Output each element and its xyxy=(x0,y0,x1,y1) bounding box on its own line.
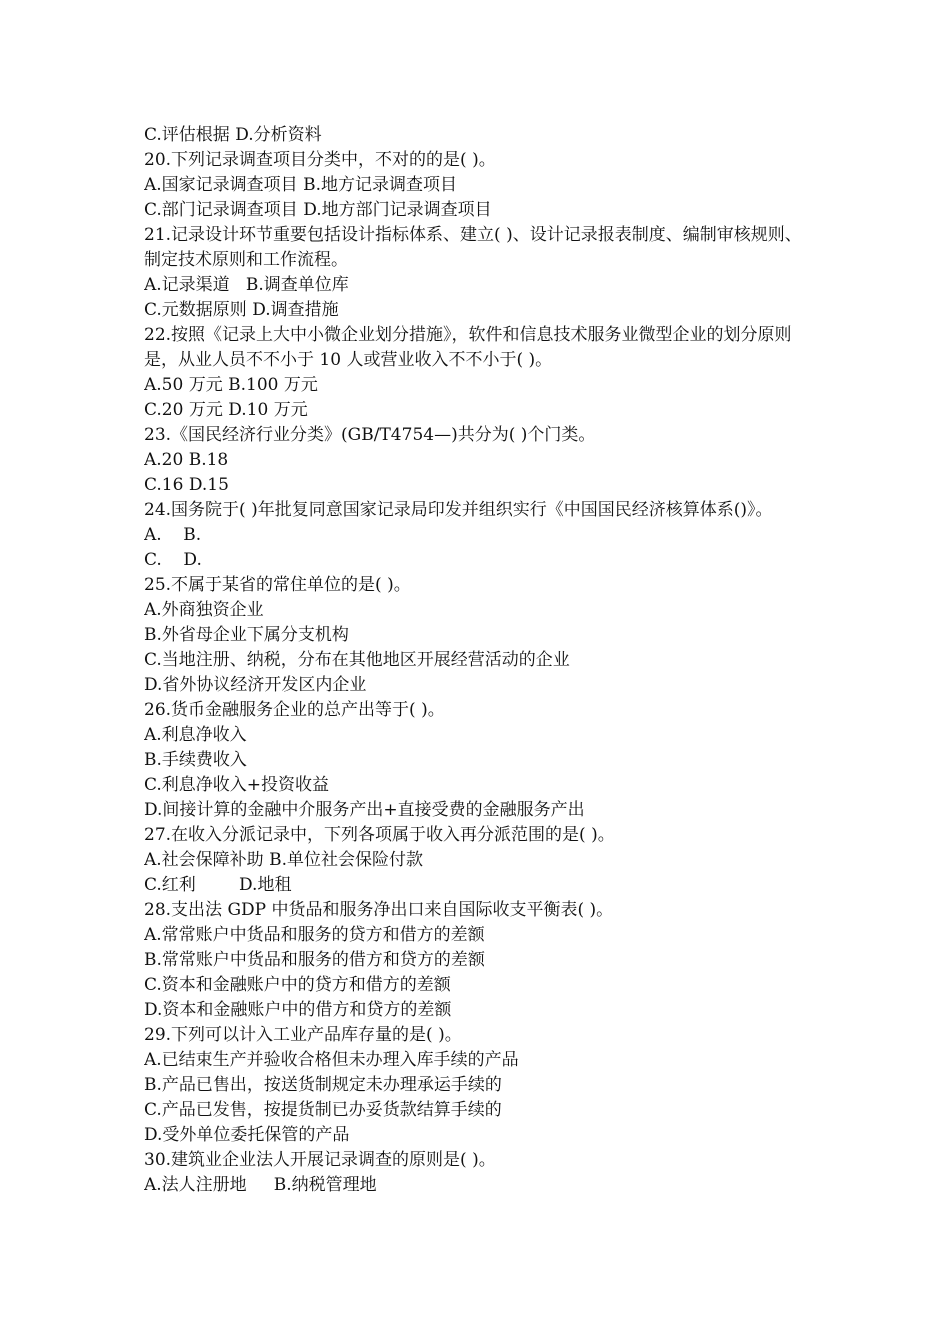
option-line: B.常常账户中货品和服务的借方和贷方的差额 xyxy=(144,950,485,970)
question-24: 24.国务院于( )年批复同意国家记录局印发并组织实行《中国国民经济核算体系()》。 xyxy=(144,500,773,520)
option-line: C.元数据原则 D.调查措施 xyxy=(144,300,339,320)
question-25: 25.不属于某省的常住单位的是( )。 xyxy=(144,575,411,595)
option-line: A.利息净收入 xyxy=(144,725,247,745)
option-line: D.资本和金融账户中的借方和贷方的差额 xyxy=(144,1000,452,1020)
question-27: 27.在收入分派记录中，下列各项属于收入再分派范围的是( )。 xyxy=(144,825,615,845)
option-line: C.产品已发售，按提货制已办妥货款结算手续的 xyxy=(144,1100,502,1120)
option-line: C.16 D.15 xyxy=(144,475,229,495)
option-line: A. B. xyxy=(144,525,202,545)
option-line: B.产品已售出，按送货制规定未办理承运手续的 xyxy=(144,1075,502,1095)
option-line: D.受外单位委托保管的产品 xyxy=(144,1125,350,1145)
question-23: 23.《国民经济行业分类》(GB/T4754—)共分为( )个门类。 xyxy=(144,425,596,445)
question-26: 26.货币金融服务企业的总产出等于( )。 xyxy=(144,700,445,720)
option-line: C.当地注册、纳税，分布在其他地区开展经营活动的企业 xyxy=(144,650,570,670)
question-22: 22.按照《记录上大中小微企业划分措施》，软件和信息技术服务业微型企业的划分原则是，从业人员不不小于 10 人或营业收入不不小于( )。 xyxy=(144,325,792,370)
option-line: A.20 B.18 xyxy=(144,450,229,470)
option-line: C.部门记录调查项目 D.地方部门记录调查项目 xyxy=(144,200,492,220)
option-line: A.50 万元 B.100 万元 xyxy=(144,375,318,395)
option-line: C.利息净收入+投资收益 xyxy=(144,775,330,795)
option-line: B.外省母企业下属分支机构 xyxy=(144,625,349,645)
option-line: A.国家记录调查项目 B.地方记录调查项目 xyxy=(144,175,457,195)
question-29: 29.下列可以计入工业产品库存量的是( )。 xyxy=(144,1025,462,1045)
option-line: A.外商独资企业 xyxy=(144,600,264,620)
question-21: 21.记录设计环节重要包括设计指标体系、建立( )、设计记录报表制度、编制审核规则、制定技术原则和工作流程。 xyxy=(144,225,802,270)
document-body xyxy=(144,123,808,1198)
option-line: C.红利 D.地租 xyxy=(144,875,292,895)
option-line: A.社会保障补助 B.单位社会保险付款 xyxy=(144,850,423,870)
text-line: C.评估根据 D.分析资料 xyxy=(144,125,322,145)
option-line: B.手续费收入 xyxy=(144,750,247,770)
question-30: 30.建筑业企业法人开展记录调查的原则是( )。 xyxy=(144,1150,496,1170)
option-line: D.省外协议经济开发区内企业 xyxy=(144,675,367,695)
option-line: D.间接计算的金融中介服务产出+直接受费的金融服务产出 xyxy=(144,800,585,820)
question-20: 20.下列记录调查项目分类中，不对的的是( )。 xyxy=(144,150,496,170)
option-line: A.常常账户中货品和服务的贷方和借方的差额 xyxy=(144,925,485,945)
option-line: A.记录渠道 B.调查单位库 xyxy=(144,275,349,295)
option-line: C.资本和金融账户中的贷方和借方的差额 xyxy=(144,975,451,995)
question-28: 28.支出法 GDP 中货品和服务净出口来自国际收支平衡表( )。 xyxy=(144,900,614,920)
option-line: A.法人注册地 B.纳税管理地 xyxy=(144,1175,377,1195)
option-line: C. D. xyxy=(144,550,202,570)
option-line: C.20 万元 D.10 万元 xyxy=(144,400,308,420)
option-line: A.已结束生产并验收合格但未办理入库手续的产品 xyxy=(144,1050,519,1070)
